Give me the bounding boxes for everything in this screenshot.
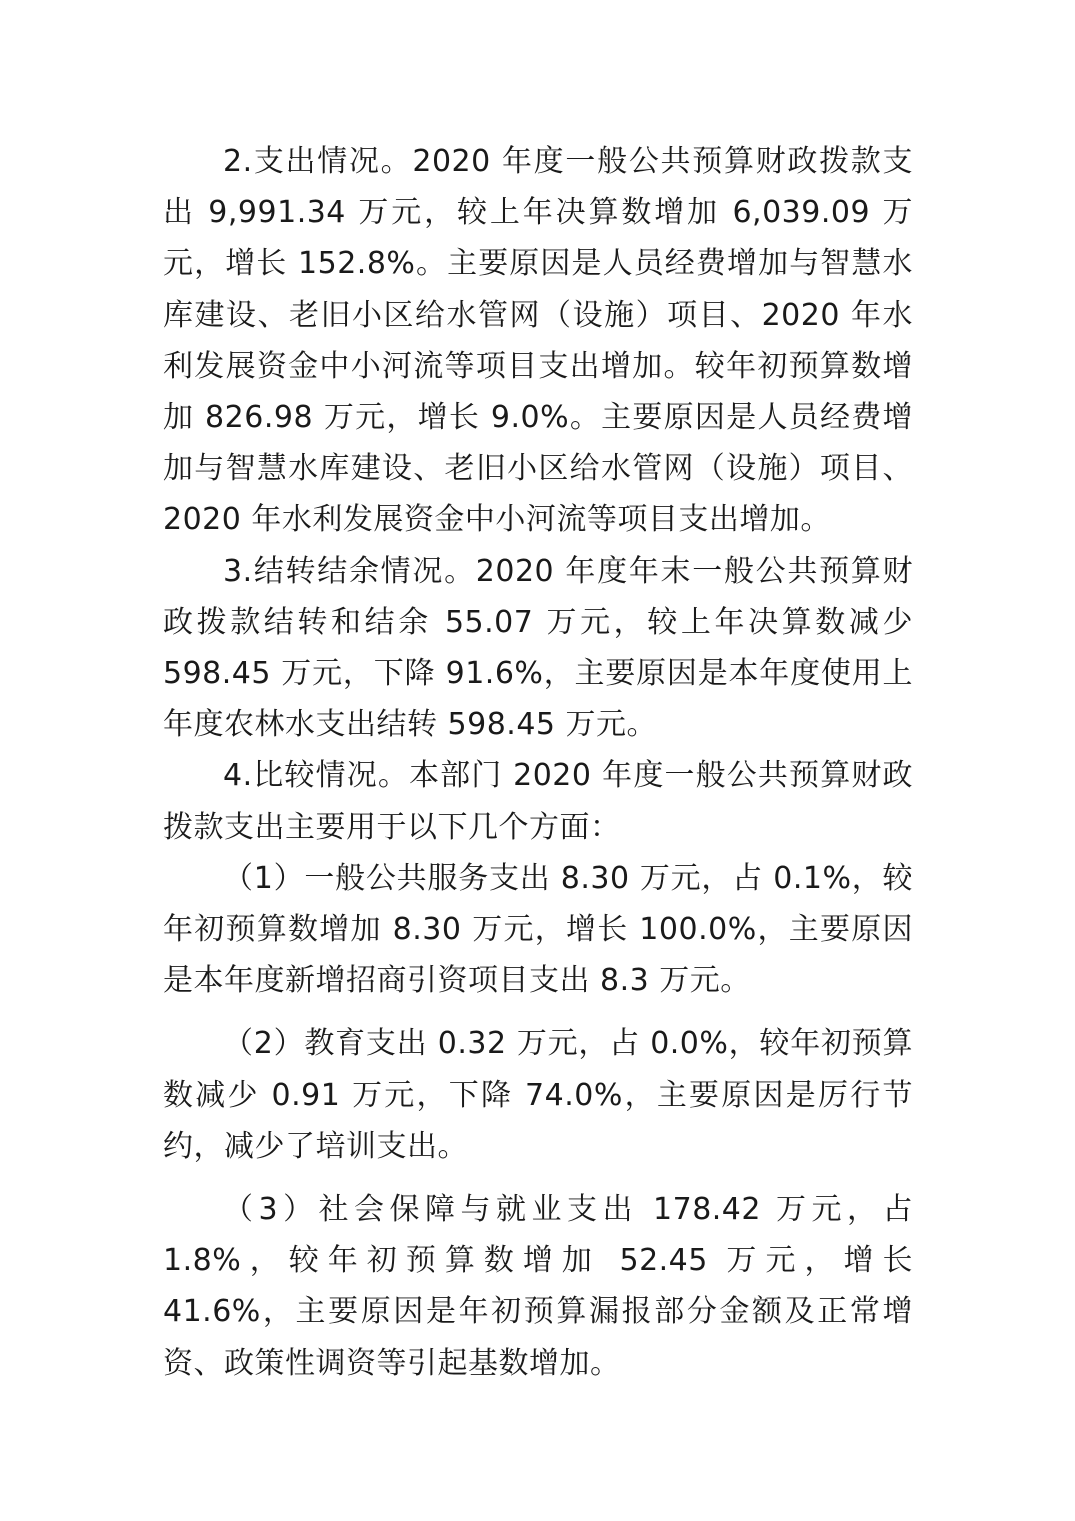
paragraph-item-2: （2）教育支出 0.32 万元，占 0.0%，较年初预算数减少 0.91 万元，下降 74.0%，主要原因是厉行节约，减少了培训支出。 [163, 1026, 913, 1164]
paragraph-expenditure: 2.支出情况。2020 年度一般公共预算财政拨款支出 9,991.34 万元，较上年决算数增加 6,039.09 万元，增长 152.8%。主要原因是人员经费增加与智慧水库建设、老旧小区给水管网（设施）项目、2020 年水利发展资金中小河流等项目支出增加。较年初预算数增加 826.98 万元，增长 9.0%。主要原因是人员经费增加与智慧水库建设、老旧小区给水管网（设施）项目、2020 年水利发展资金中小河流等项目支出增加。 [163, 144, 913, 538]
paragraph-comparison: 4.比较情况。本部门 2020 年度一般公共预算财政拨款支出主要用于以下几个方面： [163, 758, 913, 845]
paragraph-item-3: （3）社会保障与就业支出 178.42 万元，占 1.8%，较年初预算数增加 52.45 万元，增长 41.6%，主要原因是年初预算漏报部分金额及正常增资、政策性调资等引起基数增加。 [163, 1192, 913, 1381]
paragraph-item-1: （1）一般公共服务支出 8.30 万元，占 0.1%，较年初预算数增加 8.30 万元，增长 100.0%，主要原因是本年度新增招商引资项目支出 8.3 万元。 [163, 860, 913, 999]
paragraph-carryover: 3.结转结余情况。2020 年度年末一般公共预算财政拨款结转和结余 55.07 万元，较上年决算数减少 598.45 万元，下降 91.6%，主要原因是本年度使用上年度农林水支出结转 598.45 万元。 [163, 553, 913, 743]
document-page [163, 136, 913, 1389]
